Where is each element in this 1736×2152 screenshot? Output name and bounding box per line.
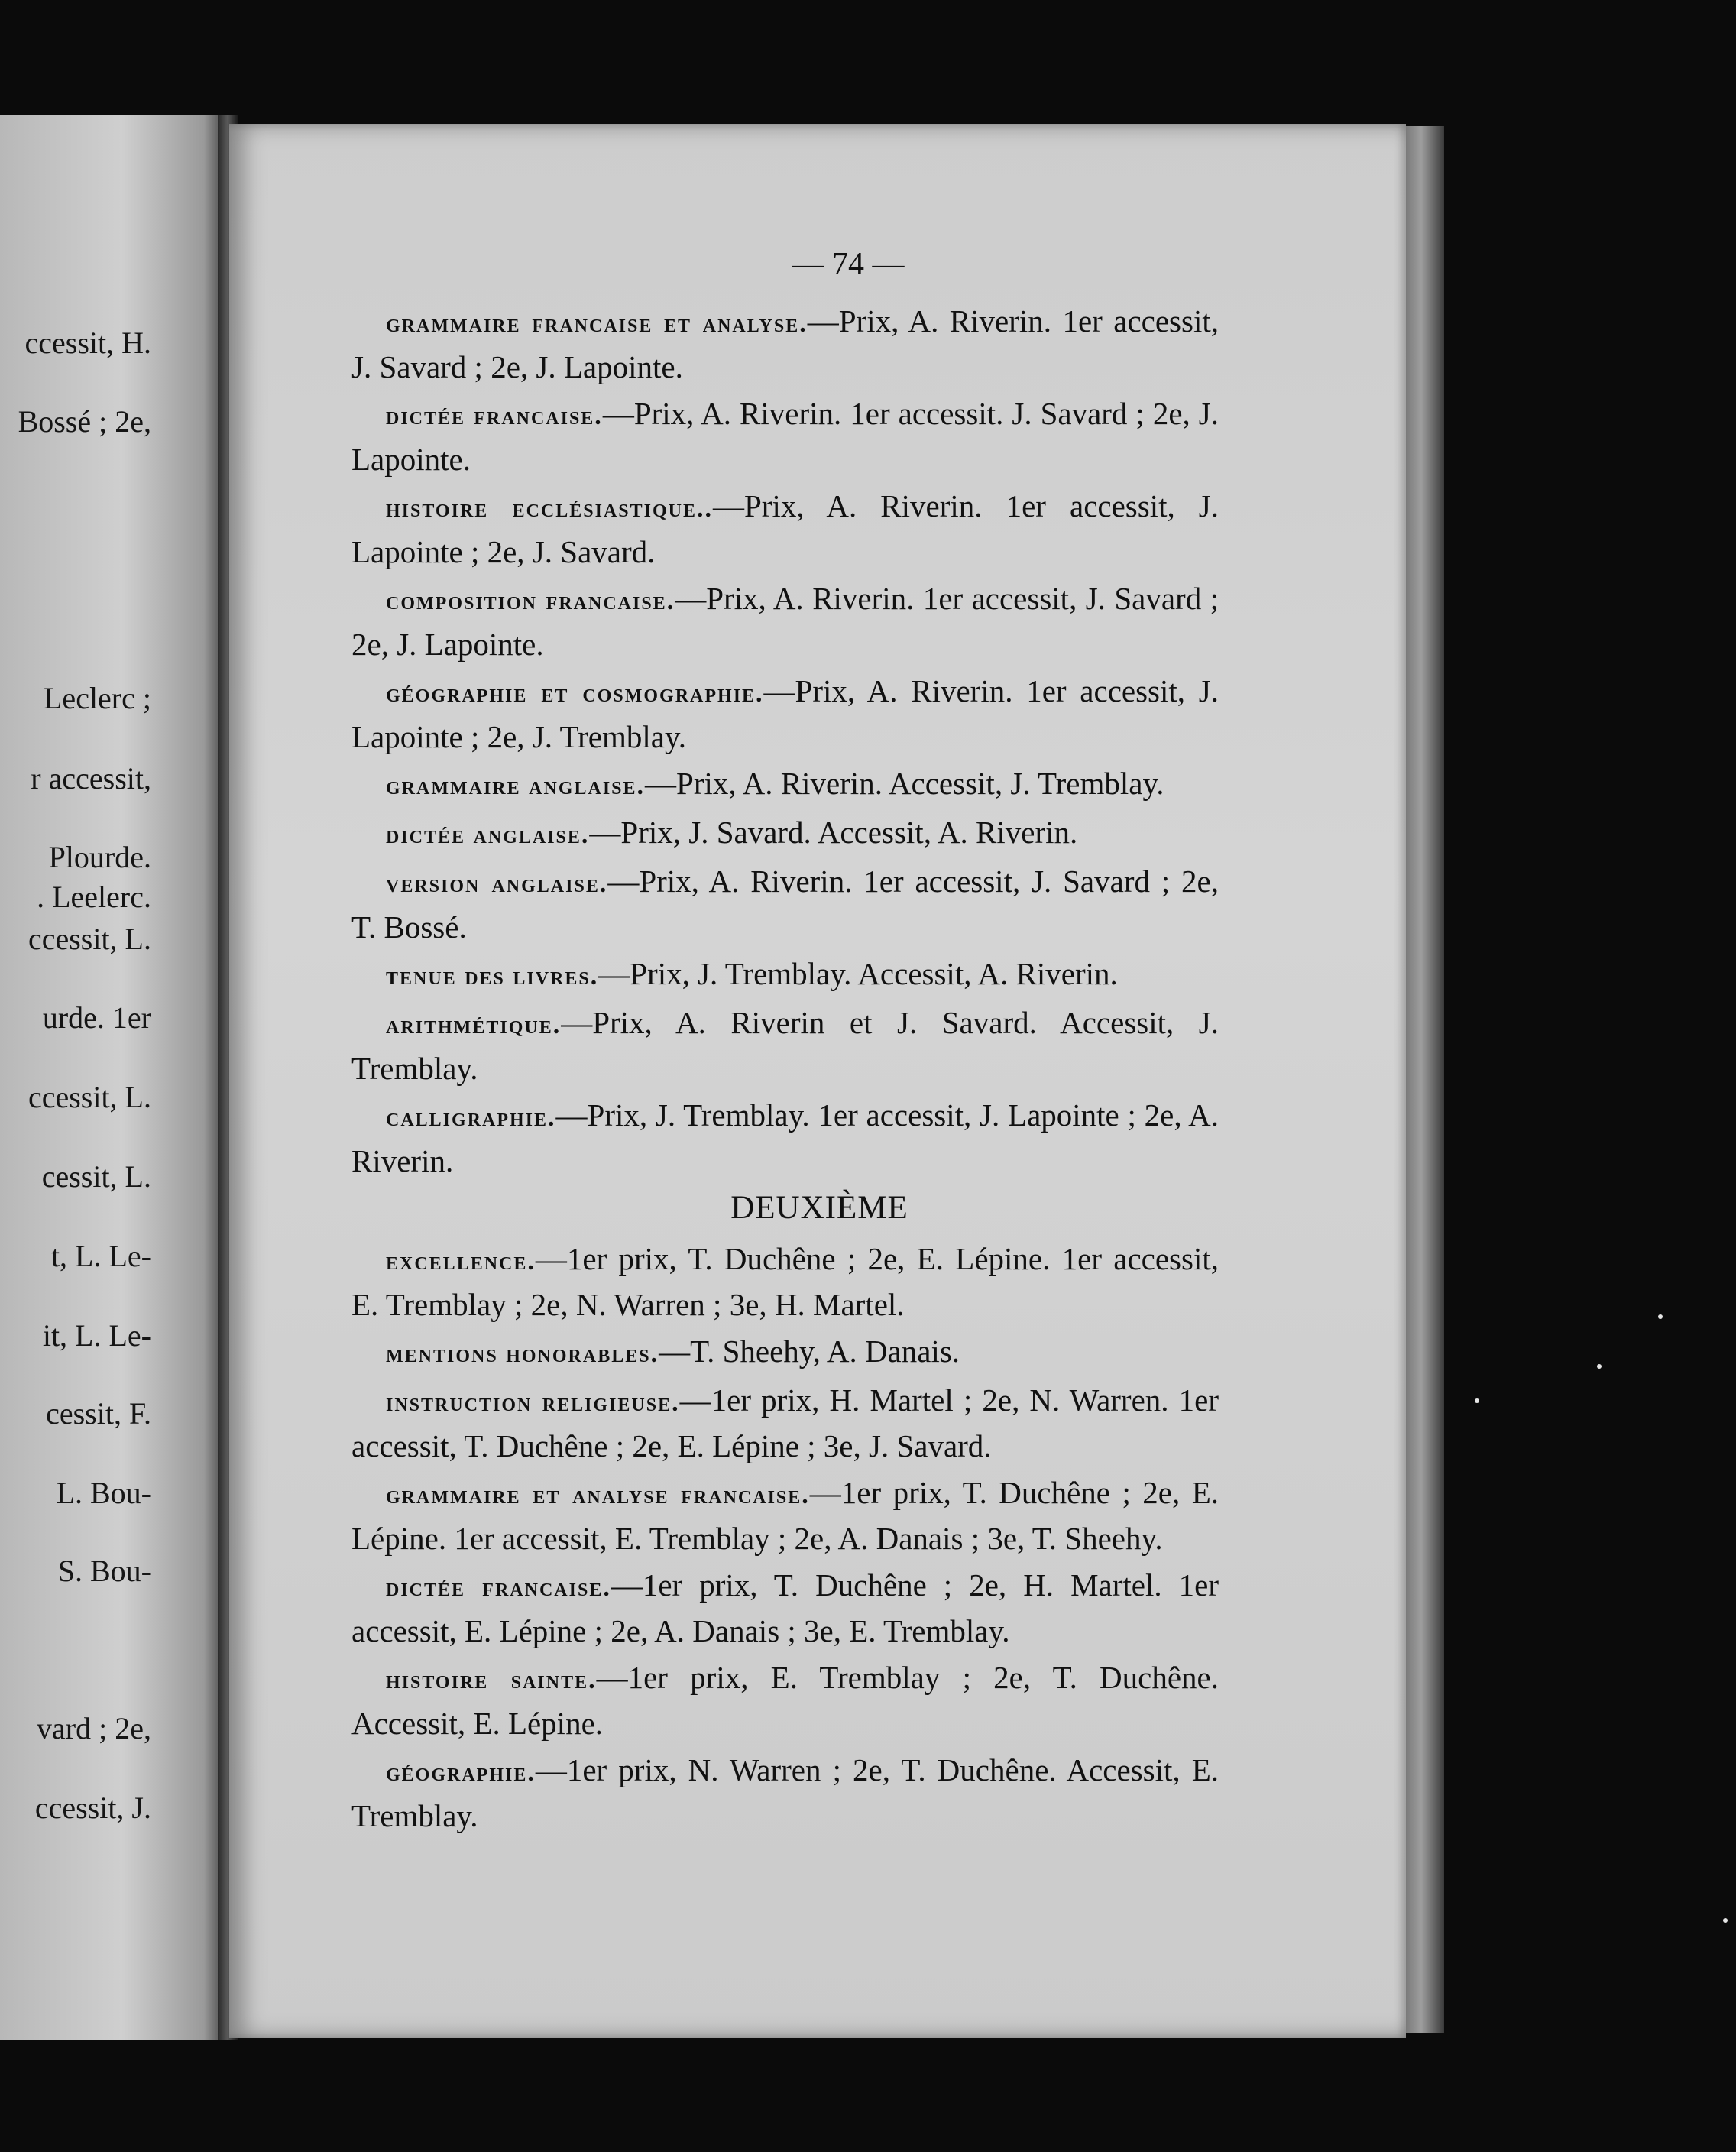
prize-text: —Prix, A. Riverin. 1er accessit. J. Savard ; 2e, J. Lapointe. [351, 396, 1219, 477]
subject-heading: histoire sainte. [386, 1666, 597, 1694]
subject-heading: version anglaise. [386, 870, 608, 898]
prize-entry [351, 669, 1219, 759]
subject-heading: grammaire francaise et analyse. [386, 310, 808, 338]
left-page-line: ccessit, L. [28, 1080, 151, 1114]
prize-text: —Prix, A. Riverin et J. Savard. Accessit, J. Tremblay. [351, 1005, 1219, 1086]
prize-text: —Prix, A. Riverin. 1er accessit, J. Lapointe ; 2e, J. Tremblay. [351, 673, 1219, 754]
subject-heading: tenue des livres. [386, 962, 599, 990]
left-page-line: it, L. Le- [42, 1318, 151, 1353]
film-speck [1597, 1364, 1602, 1369]
left-page-line: L. Bou- [56, 1476, 151, 1510]
prize-entry [351, 300, 1219, 389]
prize-entry [351, 1656, 1219, 1745]
book-page [229, 124, 1406, 2038]
film-speck [1723, 1918, 1728, 1923]
subject-heading: grammaire et analyse francaise. [386, 1481, 810, 1509]
subject-heading: mentions honorables. [386, 1340, 659, 1368]
subject-heading: instruction religieuse. [386, 1389, 680, 1417]
left-page-line: Leclerc ; [44, 681, 151, 715]
left-page-line: vard ; 2e, [37, 1711, 151, 1745]
prize-entry [351, 811, 1219, 857]
prize-text: —1er prix, E. Tremblay ; 2e, T. Duchêne. Accessit, E. Lépine. [351, 1660, 1219, 1741]
subject-heading: dictée francaise. [386, 402, 603, 430]
prize-list-second [351, 1237, 1219, 1838]
prize-entry [351, 860, 1219, 949]
prize-entry [351, 762, 1219, 808]
prize-text: —Prix, J. Tremblay. Accessit, A. Riverin. [598, 956, 1118, 991]
prize-entry [351, 1564, 1219, 1653]
prize-entry [351, 1379, 1219, 1468]
prize-text: —Prix, A. Riverin. Accessit, J. Tremblay. [645, 766, 1164, 801]
prize-text: —1er prix, T. Duchêne ; 2e, E. Lépine. 1er accessit, E. Tremblay ; 2e, A. Danais ; 3e, T. Sheehy. [351, 1475, 1219, 1556]
left-page-line: t, L. Le- [50, 1239, 151, 1273]
prize-text: —Prix, J. Savard. Accessit, A. Riverin. [589, 815, 1078, 850]
page-body [351, 300, 1219, 1841]
subject-heading: géographie. [386, 1758, 536, 1787]
left-page-line: cessit, F. [46, 1396, 151, 1431]
left-page-line: ccessit, H. [24, 326, 151, 360]
prize-text: —1er prix, N. Warren ; 2e, T. Duchêne. Accessit, E. Tremblay. [351, 1752, 1219, 1833]
left-page-line: Bossé ; 2e, [18, 404, 151, 439]
subject-heading: excellence. [386, 1247, 536, 1275]
subject-heading: géographie et cosmographie. [386, 679, 764, 708]
prize-entry [351, 392, 1219, 481]
prize-text: —1er prix, T. Duchêne ; 2e, E. Lépine. 1er accessit, E. Tremblay ; 2e, N. Warren ; 3e, H. Martel. [351, 1241, 1219, 1322]
section-title: DEUXIÈME [730, 1190, 908, 1226]
subject-heading: arithmétique. [386, 1011, 562, 1039]
left-page-line: . Leelerc. [37, 880, 151, 914]
subject-heading: calligraphie. [386, 1104, 556, 1132]
left-page-line: ccessit, L. [28, 922, 151, 956]
prize-entry [351, 952, 1219, 998]
page-edge [1406, 126, 1444, 2033]
prize-text: —Prix, A. Riverin. 1er accessit, J. Savard ; 2e, T. Bossé. [351, 864, 1219, 945]
prize-text: —1er prix, T. Duchêne ; 2e, H. Martel. 1er accessit, E. Lépine ; 2e, A. Danais ; 3e, E. Tremblay. [351, 1567, 1219, 1648]
prize-entry [351, 1001, 1219, 1091]
prize-entry [351, 577, 1219, 666]
prize-text: —Prix, A. Riverin. 1er accessit, J. Savard ; 2e, J. Lapointe. [351, 303, 1219, 384]
left-page-line: S. Bou- [57, 1554, 151, 1588]
subject-heading: grammaire anglaise. [386, 772, 646, 800]
left-page-line: Plourde. [48, 840, 151, 874]
prize-entry [351, 1471, 1219, 1561]
previous-page-fragment [0, 115, 222, 2040]
prize-text: —Prix, J. Tremblay. 1er accessit, J. Lapointe ; 2e, A. Riverin. [351, 1097, 1219, 1178]
prize-entry [351, 1094, 1219, 1183]
film-speck [1658, 1314, 1663, 1319]
prize-entry [351, 485, 1219, 574]
subject-heading: dictée anglaise. [386, 821, 590, 849]
prize-text: —1er prix, H. Martel ; 2e, N. Warren. 1er accessit, T. Duchêne ; 2e, E. Lépine ; 3e, J. Savard. [351, 1382, 1219, 1463]
prize-entry [351, 1330, 1219, 1376]
prize-text: —Prix, A. Riverin. 1er accessit, J. Lapointe ; 2e, J. Savard. [351, 488, 1219, 569]
page-number: — 74 — [792, 247, 905, 282]
prize-text: —Prix, A. Riverin. 1er accessit, J. Savard ; 2e, J. Lapointe. [351, 581, 1219, 662]
subject-heading: histoire ecclésiastique.. [386, 494, 713, 523]
left-page-line: r accessit, [31, 761, 151, 796]
prize-entry [351, 1748, 1219, 1838]
prize-entry [351, 1237, 1219, 1327]
subject-heading: dictée francaise. [386, 1573, 611, 1602]
left-page-line: cessit, L. [41, 1159, 151, 1194]
prize-list-first [351, 300, 1219, 1183]
film-speck [1475, 1398, 1479, 1403]
prize-text: —T. Sheehy, A. Danais. [659, 1334, 960, 1369]
left-page-line: ccessit, J. [34, 1791, 151, 1825]
left-page-line: urde. 1er [42, 1000, 151, 1035]
subject-heading: composition francaise. [386, 587, 675, 615]
